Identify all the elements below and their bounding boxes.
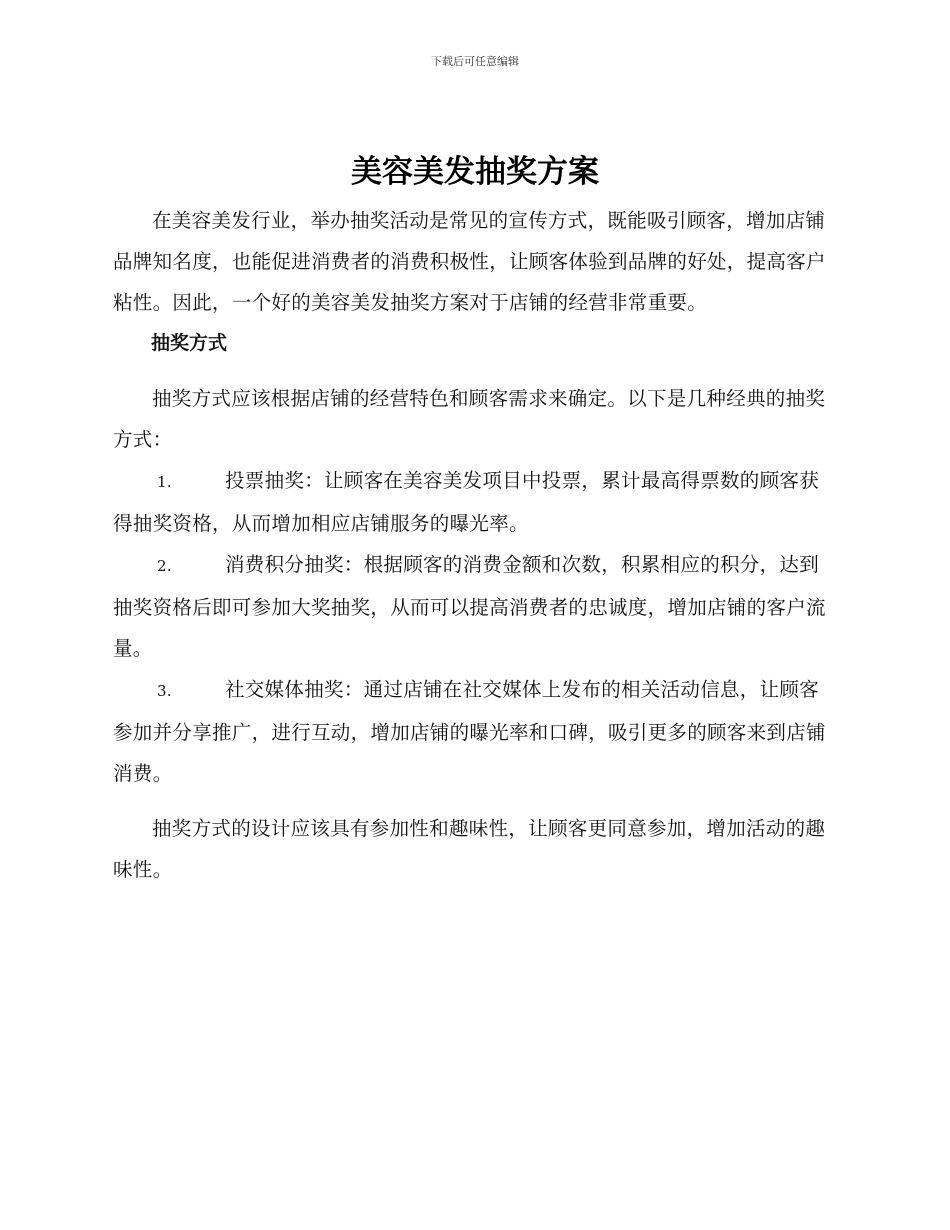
list-item-text: 投票抽奖：让顾客在美容美发项目中投票，累计最高得票数的顾客获得抽奖资格，从而增加相应店铺服务的曝光率。 bbox=[113, 469, 820, 535]
document-title: 美容美发抽奖方案 bbox=[351, 154, 599, 190]
list-item-1 bbox=[113, 460, 833, 544]
list-item-3 bbox=[113, 669, 833, 794]
list-number: 3. bbox=[157, 682, 172, 700]
closing-paragraph: 抽奖方式的设计应该具有参加性和趣味性，让顾客更同意参加，增加活动的趣味性。 bbox=[113, 817, 826, 881]
list-item-text: 消费积分抽奖：根据顾客的消费金额和次数，积累相应的积分，达到抽奖资格后即可参加大奖抽奖，从而可以提高消费者的忠诚度，增加店铺的客户流量。 bbox=[113, 553, 826, 660]
section-heading: 抽奖方式 bbox=[151, 332, 228, 354]
list-item-text: 社交媒体抽奖：通过店铺在社交媒体上发布的相关活动信息，让顾客参加并分享推广，进行互动，增加店铺的曝光率和口碑，吸引更多的顾客来到店铺消费。 bbox=[113, 678, 826, 785]
section-intro-paragraph: 抽奖方式应该根据店铺的经营特色和顾客需求来确定。以下是几种经典的抽奖方式： bbox=[113, 387, 826, 451]
list-item-2 bbox=[113, 544, 833, 669]
document-body bbox=[113, 200, 833, 890]
list-number: 2. bbox=[157, 557, 172, 575]
intro-paragraph: 在美容美发行业，举办抽奖活动是常见的宣传方式，既能吸引顾客，增加店铺品牌知名度，也能促进消费者的消费积极性，让顾客体验到品牌的好处，提高客户粘性。因此，一个好的美容美发抽奖方案对于店铺的经营非常重要。 bbox=[113, 209, 826, 314]
header-note: 下载后可任意编辑 bbox=[431, 55, 519, 68]
list-number: 1. bbox=[157, 473, 172, 491]
